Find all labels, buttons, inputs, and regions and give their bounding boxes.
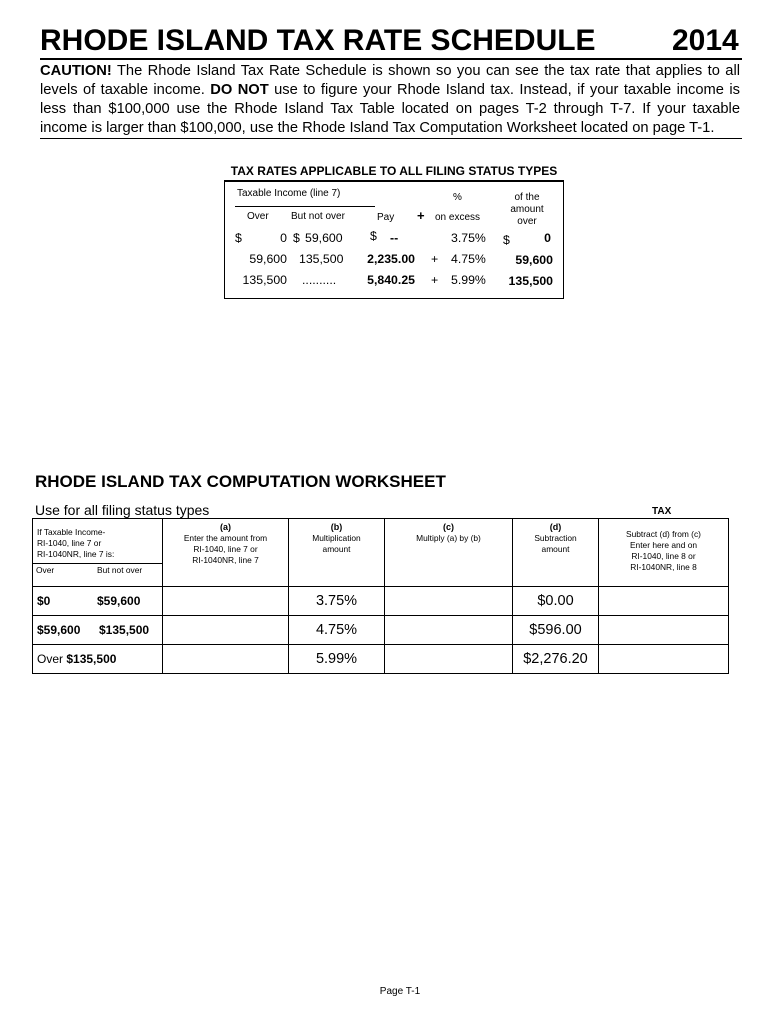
row1-pay-dollar: $: [370, 229, 377, 243]
rate-schedule-table: [224, 180, 564, 299]
col-taxable-income: Taxable Income (line 7): [237, 188, 341, 199]
row1-multiply-result[interactable]: [385, 587, 513, 616]
caution-label: CAUTION!: [40, 63, 112, 79]
row3-over: 135,500: [242, 273, 287, 287]
col-d-label: (d): [549, 522, 562, 532]
col-c-header: [385, 519, 513, 587]
row2-but-not-over: $135,500: [99, 623, 150, 637]
col0-line3: RI-1040NR, line 7 is:: [37, 549, 115, 559]
row2-plus: +: [431, 252, 439, 266]
worksheet-tax-label: TAX: [652, 506, 672, 517]
worksheet-header-row: [33, 519, 729, 587]
col0-line1: If Taxable Income-: [37, 527, 106, 537]
col-on-excess: on excess: [435, 212, 481, 223]
row1-rate: 3.75%: [451, 231, 486, 245]
row3-but-not-over: ..........: [302, 273, 337, 287]
row3-amount-over: 135,500: [508, 274, 553, 288]
col-b-line2: amount: [322, 544, 351, 554]
row3-subtraction: $2,276.20: [513, 645, 599, 674]
title-divider: [40, 58, 742, 60]
row2-over: 59,600: [249, 252, 287, 266]
col0-divider: [33, 563, 162, 564]
col0-line2: RI-1040, line 7 or: [37, 538, 102, 548]
caution-paragraph: [40, 62, 740, 138]
row3-range: [33, 645, 163, 674]
col-tax-line3: RI-1040, line 8 or: [631, 551, 696, 561]
row1-multiplication: 3.75%: [289, 587, 385, 616]
row3-plus: +: [431, 273, 439, 287]
row3-multiply-result[interactable]: [385, 645, 513, 674]
row1-but-not-over: 59,600: [305, 231, 343, 245]
col-pay: Pay: [377, 212, 395, 223]
col-d-line1: Subtraction: [534, 533, 577, 543]
table-row: [33, 645, 729, 674]
col-taxable-income-header: [33, 519, 163, 587]
row1-amount-input[interactable]: [163, 587, 289, 616]
row1-over: 0: [280, 231, 287, 245]
col-a-header: [163, 519, 289, 587]
row1-amount-over: 0: [544, 231, 551, 245]
row1-amt-dollar: $: [503, 233, 510, 247]
rate-schedule-heading: TAX RATES APPLICABLE TO ALL FILING STATUS TYPES: [230, 164, 558, 178]
col0-but-not-over: But not over: [97, 565, 143, 575]
row3-tax-result[interactable]: [599, 645, 729, 674]
row2-multiplication: 4.75%: [289, 616, 385, 645]
row1-subtraction: $0.00: [513, 587, 599, 616]
col-b-header: [289, 519, 385, 587]
row3-amount-input[interactable]: [163, 645, 289, 674]
col-d-line2: amount: [541, 544, 570, 554]
row3-over: $135,500: [66, 652, 117, 666]
row3-prefix: Over: [37, 652, 64, 666]
col-tax-line4: RI-1040NR, line 8: [630, 562, 697, 572]
page-title: RHODE ISLAND TAX RATE SCHEDULE: [40, 24, 596, 57]
col-of-the-amount-over: [495, 192, 559, 228]
row2-range: [33, 616, 163, 645]
row3-multiplication: 5.99%: [289, 645, 385, 674]
col-b-label: (b): [330, 522, 343, 532]
col-but-not-over: But not over: [291, 211, 345, 222]
col-c-label: (c): [443, 522, 454, 532]
amount-label: amount: [510, 204, 544, 215]
row2-over: $59,600: [37, 623, 81, 637]
row1-range: [33, 587, 163, 616]
row1-dollar2: $: [293, 231, 300, 245]
tax-year: 2014: [672, 24, 739, 57]
col-a-line2: RI-1040, line 7 or: [193, 544, 258, 554]
row1-tax-result[interactable]: [599, 587, 729, 616]
col0-text: [33, 519, 162, 560]
row2-amount-over: 59,600: [515, 253, 553, 267]
of-the-label: of the: [514, 192, 540, 203]
col-a-label: (a): [220, 522, 231, 532]
col-a-line1: Enter the amount from: [183, 533, 268, 543]
col-tax-line1: Subtract (d) from (c): [626, 529, 701, 539]
row2-tax-result[interactable]: [599, 616, 729, 645]
col-d-header: [513, 519, 599, 587]
row3-rate: 5.99%: [451, 273, 486, 287]
computation-worksheet-table: [32, 518, 729, 674]
row2-but-not-over: 135,500: [299, 252, 344, 266]
over-label: over: [517, 216, 537, 227]
row2-rate: 4.75%: [451, 252, 486, 266]
col-over: Over: [247, 211, 269, 222]
worksheet-use-for: Use for all filing status types: [35, 502, 210, 518]
caution-divider: [40, 138, 742, 139]
row2-subtraction: $596.00: [513, 616, 599, 645]
row1-pay: --: [390, 231, 399, 245]
col-divider: [235, 206, 375, 207]
row1-over: $0: [37, 594, 51, 608]
col-plus: +: [417, 208, 425, 223]
row2-pay: 2,235.00: [367, 252, 415, 266]
col-c-line1: Multiply (a) by (b): [416, 533, 481, 543]
col-percent: %: [453, 192, 462, 203]
caution-text-1: The Rhode Island Tax Rate Schedule is shown so you can see the tax rate that applies to all levels of taxable income.: [40, 63, 740, 98]
col0-over: Over: [36, 565, 55, 575]
row2-amount-input[interactable]: [163, 616, 289, 645]
table-row: [33, 616, 729, 645]
col-a-line3: RI-1040NR, line 7: [192, 555, 259, 565]
row2-multiply-result[interactable]: [385, 616, 513, 645]
worksheet-title: RHODE ISLAND TAX COMPUTATION WORKSHEET: [35, 472, 446, 491]
page-number: Page T-1: [379, 986, 421, 997]
row1-dollar: $: [235, 231, 242, 245]
caution-do-not: DO NOT: [210, 82, 269, 98]
col-tax-header: [599, 519, 729, 587]
row1-but-not-over: $59,600: [97, 594, 141, 608]
table-row: [33, 587, 729, 616]
caution-text-2: use to figure your Rhode Island tax. Instead, if your taxable income is less than $100,000 use the Rhode Island Tax Table located on pages T-2 through T-7. If your taxable income is larger than $100,000, use the Rhode Island Tax Computation Worksheet located on page T-1.: [40, 82, 740, 136]
col-b-line1: Multiplication: [312, 533, 361, 543]
col-tax-line2: Enter here and on: [629, 540, 698, 550]
row3-pay: 5,840.25: [367, 273, 415, 287]
